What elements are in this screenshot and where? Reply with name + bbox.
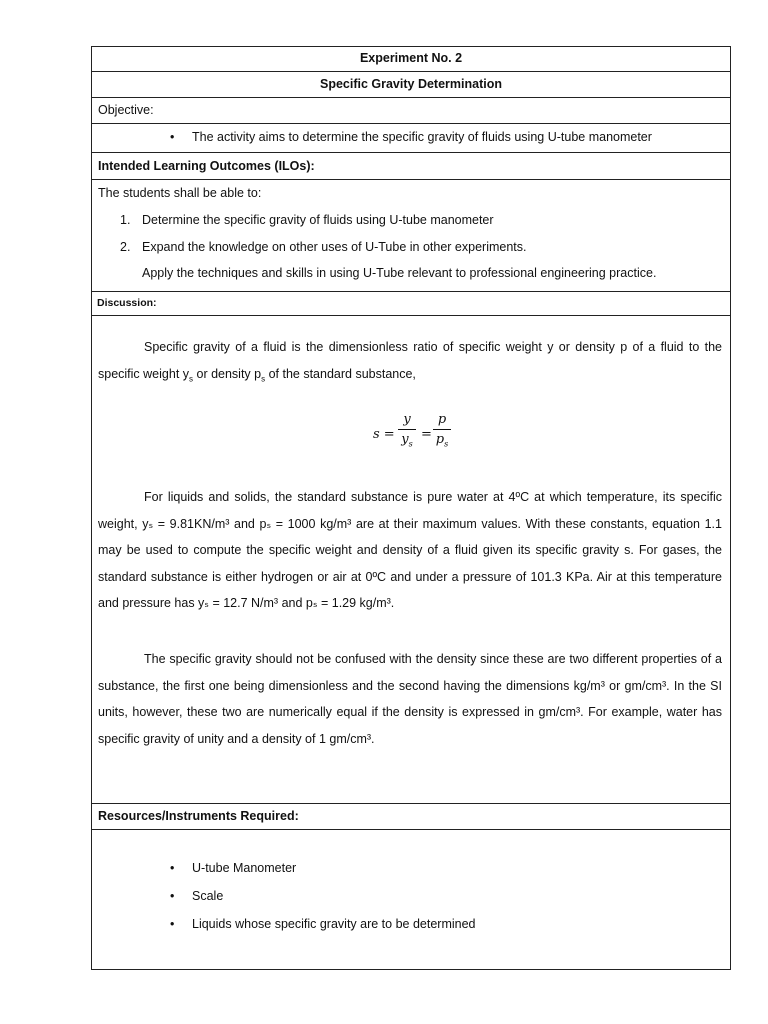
experiment-number-row (92, 47, 730, 72)
discussion-paragraph-1: Specific gravity of a fluid is the dimensionless ratio of specific weight y or density p of a fluid to the specific weight $y_s$ or density $p_s$ of the standard substance, (98, 340, 722, 383)
specific-gravity-formula: s = y $y_s$ = p $p_s$ (92, 412, 730, 462)
objective-label: Objective: (98, 103, 154, 117)
bullet-icon: • (170, 130, 175, 144)
experiment-number: Experiment No. 2 (359, 51, 463, 65)
discussion-paragraph-3: The specific gravity should not be confused with the density since these are two different properties of a substance, the first one being dimensionless and the second having the dimensions kg/m³ or gm/cm³. In the SI units, however, these two are numerically equal if the density is expressed in gm/cm³. For example, water has specific gravity of unity and a density of 1 gm/cm³. (98, 652, 722, 746)
ilo-content (92, 180, 730, 292)
objective-bullet-row (92, 123, 730, 153)
bullet-icon: • (170, 889, 175, 903)
resource-item: Scale (192, 889, 224, 903)
ilo-item-number: 2. (120, 240, 131, 254)
experiment-title: Specific Gravity Determination (319, 77, 502, 91)
resources-label-row (92, 804, 730, 830)
discussion-label-row (92, 292, 730, 316)
ilo-label-row (92, 153, 730, 180)
experiment-sheet (91, 46, 731, 970)
ilo-extra-text: Apply the techniques and skills in using U-Tube relevant to professional engineering practice. (142, 266, 657, 280)
resources-label: Resources/Instruments Required: (98, 809, 299, 823)
experiment-title-row (92, 72, 730, 98)
ilo-intro: The students shall be able to: (98, 186, 262, 200)
ilo-item-number: 1. (120, 213, 131, 227)
objective-text: The activity aims to determine the specific gravity of fluids using U-tube manometer (192, 130, 652, 144)
ilo-item-text: Expand the knowledge on other uses of U-Tube in other experiments. (142, 240, 527, 254)
resource-item: Liquids whose specific gravity are to be determined (192, 917, 476, 931)
discussion-paragraph-2: For liquids and solids, the standard substance is pure water at 4ºC at which temperature, its specific weight, yₛ = 9.81KN/m³ and pₛ = 1000 kg/m³ are at their maximum values. With these constants, equation 1.1 may be used to compute the specific weight and density of a fluid given its specific gravity s. For gases, the standard substance is either hydrogen or air at 0ºC and under a pressure of 101.3 KPa. Air at this temperature and pressure has yₛ = 12.7 N/m³ and pₛ = 1.29 kg/m³. (98, 490, 722, 610)
ilo-label: Intended Learning Outcomes (ILOs): (98, 159, 315, 173)
ilo-item-text: Determine the specific gravity of fluids using U-tube manometer (142, 213, 494, 227)
bullet-icon: • (170, 917, 175, 931)
resources-list (92, 830, 730, 969)
discussion-body (92, 316, 730, 804)
bullet-icon: • (170, 861, 175, 875)
discussion-label: Discussion: (97, 297, 157, 309)
resource-item: U-tube Manometer (192, 861, 297, 875)
